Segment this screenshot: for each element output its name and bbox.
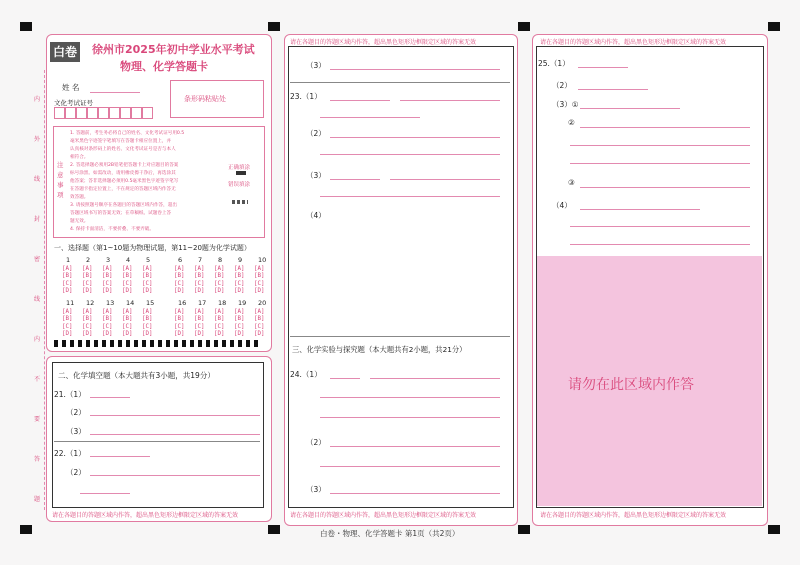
section1-title: 一、选择题（第1~10题为物理试题，第11~20题为化学试题）	[54, 244, 251, 252]
answer-bubble[interactable]: [A]	[102, 266, 113, 272]
answer-bubble[interactable]: [C]	[254, 323, 265, 330]
answer-bubble[interactable]: [A]	[102, 309, 113, 315]
registration-mark	[768, 22, 780, 31]
q23-1-line-b[interactable]	[400, 100, 500, 101]
zone-note: 请在各题目的答题区域内作答，超出黑色矩形边框限定区域的答案无效	[540, 39, 727, 46]
correct-fill-label: 正确填涂	[228, 165, 251, 171]
question-number: 2	[86, 256, 91, 264]
q23-3-label: （3）	[306, 171, 326, 180]
registration-mark	[518, 22, 530, 31]
question-number: 6	[178, 256, 183, 264]
answer-bubble[interactable]: [C]	[214, 323, 225, 330]
answer-bubble[interactable]: [B]	[82, 316, 93, 323]
q24-1-line-d[interactable]	[320, 417, 500, 418]
question-number: 9	[238, 256, 243, 264]
answer-bubble[interactable]: [D]	[194, 330, 205, 337]
q25-4-line-c[interactable]	[570, 244, 750, 245]
answer-bubble[interactable]: [B]	[234, 273, 245, 280]
answer-bubble[interactable]: [A]	[214, 266, 225, 272]
notice-item: 题无效。	[70, 219, 89, 224]
answer-bubble[interactable]: [A]	[194, 266, 205, 272]
answer-bubble[interactable]: [A]	[142, 266, 153, 272]
answer-bubble[interactable]: [C]	[174, 280, 185, 287]
exam-title: 徐州市2025年初中学业水平考试	[92, 43, 255, 56]
divider	[54, 441, 260, 442]
question-number: 19	[238, 299, 247, 307]
answer-bubble[interactable]: [C]	[234, 280, 245, 287]
q21-2-line[interactable]	[90, 415, 260, 416]
zone-note: 请在各题目的答题区域内作答，超出黑色矩形边框限定区域的答案无效	[52, 512, 239, 519]
notice-item: 4. 保持卡面清洁，不要折叠、不要弄破。	[70, 227, 154, 232]
wrong-fill-label: 错误填涂	[228, 182, 251, 188]
q25-3b-line[interactable]	[580, 127, 750, 128]
answer-bubble[interactable]: [A]	[174, 266, 185, 272]
q24-3-line[interactable]	[330, 493, 500, 494]
answer-bubble[interactable]: [B]	[174, 316, 185, 323]
q24-2-label: （2）	[306, 438, 326, 447]
notice-item: 效答题。	[70, 195, 89, 200]
answer-bubble[interactable]: [D]	[254, 330, 265, 337]
question-number: 5	[146, 256, 151, 264]
answer-bubble[interactable]: [B]	[62, 316, 73, 323]
registration-mark	[20, 525, 32, 534]
answer-bubble[interactable]: [B]	[82, 273, 93, 280]
answer-bubble[interactable]: [D]	[142, 287, 153, 294]
correct-fill-mark	[236, 171, 246, 175]
question-number: 14	[126, 299, 135, 307]
answer-bubble[interactable]: [B]	[142, 273, 153, 280]
q22-2-line[interactable]	[90, 475, 260, 476]
timing-track	[54, 340, 262, 347]
answer-bubble[interactable]: [C]	[142, 323, 153, 330]
paper-badge: 白卷	[50, 42, 80, 62]
answer-bubble[interactable]: [B]	[194, 316, 205, 323]
q22-2-label: （2）	[66, 468, 86, 477]
answer-bubble[interactable]: [D]	[122, 287, 133, 294]
q21-3-line[interactable]	[90, 434, 260, 435]
answer-bubble[interactable]: [D]	[62, 330, 73, 337]
notice-item: 毫米黑色字迹签字笔填写在答题卡相应位置上，并	[70, 139, 172, 144]
q22-label: 22.（1）	[54, 449, 86, 458]
q23-1-line-c[interactable]	[320, 117, 420, 118]
answer-bubble[interactable]: [B]	[254, 273, 265, 280]
answer-bubble[interactable]: [D]	[142, 330, 153, 337]
registration-mark	[518, 525, 530, 534]
answer-bubble[interactable]: [A]	[254, 309, 265, 315]
registration-mark	[768, 525, 780, 534]
q23-2-line-b[interactable]	[320, 154, 500, 155]
page-footer: 白卷・物理、化学答题卡 第1页（共2页）	[320, 529, 460, 538]
q21-2-label: （2）	[66, 408, 86, 417]
question-number: 13	[106, 299, 115, 307]
notice-item: 2. 答选择题必须用2B铅笔把答题卡上对应题目的答案	[70, 163, 179, 168]
answer-bubble[interactable]: [C]	[102, 280, 113, 287]
binding-vertical-text: 内 外 线 封 密 线 内 不 要 答 题	[33, 96, 40, 503]
answer-bubble[interactable]: [C]	[254, 280, 265, 287]
id-digit-box[interactable]	[142, 107, 153, 119]
answer-bubble[interactable]: [C]	[62, 280, 73, 287]
question-number: 15	[146, 299, 155, 307]
question-number: 7	[198, 256, 203, 264]
question-number: 16	[178, 299, 187, 307]
answer-bubble[interactable]: [C]	[194, 323, 205, 330]
notice-item: 1. 答题前，考生务必将自己的姓名、文化考试证号用0.5	[70, 131, 185, 136]
exam-subtitle: 物理、化学答题卡	[120, 60, 208, 73]
q22-2-line-b[interactable]	[80, 493, 130, 494]
q25-2-label: （2）	[552, 81, 572, 90]
answer-bubble[interactable]: [A]	[82, 309, 93, 315]
q25-3b-line-b[interactable]	[570, 145, 750, 146]
q21-3-label: （3）	[66, 427, 86, 436]
question-number: 3	[106, 256, 111, 264]
notice-item: 标号涂黑。如需改动，请用橡皮擦干净后，再选涂其	[70, 171, 176, 176]
section2-title: 二、化学填空题（本大题共有3小题，共19分）	[58, 371, 215, 380]
answer-bubble[interactable]: [B]	[254, 316, 265, 323]
answer-bubble[interactable]: [D]	[82, 287, 93, 294]
answer-bubble[interactable]: [D]	[102, 287, 113, 294]
answer-bubble[interactable]: [D]	[234, 330, 245, 337]
registration-mark	[20, 22, 32, 31]
answer-bubble[interactable]: [D]	[174, 330, 185, 337]
q25-3-label: （3）①	[552, 100, 579, 109]
question-number: 12	[86, 299, 95, 307]
q25-2-line[interactable]	[578, 89, 648, 90]
q23-1-line[interactable]	[330, 100, 390, 101]
registration-mark	[268, 525, 280, 534]
answer-bubble[interactable]: [D]	[174, 287, 185, 294]
answer-bubble[interactable]: [C]	[122, 323, 133, 330]
id-digit-box[interactable]	[65, 107, 76, 119]
question-number: 1	[66, 256, 71, 264]
answer-bubble[interactable]: [A]	[62, 266, 73, 272]
q25-3b-line-c[interactable]	[570, 163, 750, 164]
answer-bubble[interactable]: [A]	[82, 266, 93, 272]
q24-1-line-c[interactable]	[320, 397, 500, 398]
q21-1-line[interactable]	[90, 397, 130, 398]
notice-item: 答题区域书写的答案无效；在草稿纸、试题卷上答	[70, 211, 172, 216]
q25-1-label: 25.（1）	[538, 59, 570, 68]
id-digit-box[interactable]	[98, 107, 109, 119]
answer-bubble[interactable]: [C]	[234, 323, 245, 330]
q23-4-label: （4）	[306, 211, 326, 220]
answer-bubble[interactable]: [B]	[62, 273, 73, 280]
notice-side-label: 注意事项	[57, 161, 64, 199]
question-number: 8	[218, 256, 223, 264]
q23-1-label: 23.（1）	[290, 92, 322, 101]
q25-4-line[interactable]	[580, 209, 700, 210]
answer-bubble[interactable]: [A]	[194, 309, 205, 315]
q24-1-line-b[interactable]	[370, 378, 500, 379]
answer-bubble[interactable]: [D]	[62, 287, 73, 294]
answer-bubble[interactable]: [D]	[234, 287, 245, 294]
answer-bubble[interactable]: [B]	[102, 273, 113, 280]
q24-3-label: （3）	[306, 485, 326, 494]
q21-label: 21.（1）	[54, 390, 86, 399]
answer-bubble[interactable]: [D]	[82, 330, 93, 337]
id-label: 文化考试证号	[54, 99, 93, 107]
answer-bubble[interactable]: [B]	[102, 316, 113, 323]
q23-3-line-b[interactable]	[390, 179, 500, 180]
section3-title: 三、化学实验与探究题（本大题共有2小题，共21分）	[292, 345, 467, 354]
zone-note: 请在各题目的答题区域内作答，超出黑色矩形边框限定区域的答案无效	[540, 512, 727, 519]
q23-3-line[interactable]	[330, 179, 380, 180]
answer-bubble[interactable]: [A]	[234, 309, 245, 315]
id-digit-box[interactable]	[131, 107, 142, 119]
answer-bubble[interactable]: [B]	[142, 316, 153, 323]
id-digit-box[interactable]	[54, 107, 65, 119]
answer-bubble[interactable]: [A]	[174, 309, 185, 315]
question-number: 17	[198, 299, 207, 307]
answer-bubble[interactable]: [D]	[214, 287, 225, 294]
answer-bubble[interactable]: [D]	[194, 287, 205, 294]
answer-bubble[interactable]: [B]	[122, 316, 133, 323]
zone-note: 请在各题目的答题区域内作答，超出黑色矩形边框限定区域的答案无效	[290, 512, 477, 519]
q22-1-line[interactable]	[90, 456, 150, 457]
question-number: 11	[66, 299, 75, 307]
notice-item: 认真核对条形码上的姓名、文化考试证号是否与本人	[70, 147, 176, 152]
answer-bubble[interactable]: [C]	[102, 323, 113, 330]
question-number: 4	[126, 256, 131, 264]
divider	[290, 82, 510, 83]
notice-item: 相符合。	[70, 155, 89, 160]
notice-item: 在答题卡指定位置上，不在规定的答题区域内作答无	[70, 187, 176, 192]
prev-q3-line[interactable]	[330, 69, 500, 70]
answer-bubble[interactable]: [C]	[82, 323, 93, 330]
answer-bubble[interactable]: [B]	[122, 273, 133, 280]
answer-bubble[interactable]: [B]	[214, 273, 225, 280]
no-answer-zone-label: 请勿在此区域内作答	[568, 377, 694, 393]
answer-bubble[interactable]: [A]	[62, 309, 73, 315]
divider	[290, 336, 510, 337]
answer-bubble[interactable]: [A]	[214, 309, 225, 315]
barcode-label: 条形码粘贴处	[184, 95, 226, 103]
q25-3c-line[interactable]	[580, 187, 750, 188]
answer-bubble[interactable]: [D]	[122, 330, 133, 337]
wrong-fill-mark	[232, 200, 248, 204]
id-digit-box[interactable]	[109, 107, 120, 119]
q25-4-label: （4）	[552, 201, 572, 210]
q24-1-label: 24.（1）	[290, 370, 322, 379]
answer-bubble[interactable]: [A]	[234, 266, 245, 272]
name-label: 姓 名	[62, 83, 80, 92]
id-digit-box[interactable]	[87, 107, 98, 119]
q24-2-line[interactable]	[330, 446, 500, 447]
prev-q3-label: （3）	[306, 61, 326, 70]
answer-bubble[interactable]: [B]	[234, 316, 245, 323]
answer-bubble[interactable]: [B]	[194, 273, 205, 280]
answer-bubble[interactable]: [C]	[122, 280, 133, 287]
question-number: 18	[218, 299, 227, 307]
answer-bubble[interactable]: [C]	[194, 280, 205, 287]
registration-mark	[268, 22, 280, 31]
q23-2-label: （2）	[306, 129, 326, 138]
q25-4-line-b[interactable]	[570, 226, 750, 227]
notice-item: 3. 请按照题号顺序在各题目的答题区域内作答，超出	[70, 203, 177, 208]
answer-bubble[interactable]: [C]	[82, 280, 93, 287]
answer-bubble[interactable]: [B]	[174, 273, 185, 280]
answer-bubble[interactable]: [A]	[122, 266, 133, 272]
q25-3c-label: ③	[568, 178, 575, 187]
q23-2-line[interactable]	[330, 137, 500, 138]
answer-bubble[interactable]: [D]	[102, 330, 113, 337]
name-line[interactable]	[90, 92, 140, 93]
q25-3-line[interactable]	[580, 108, 680, 109]
answer-bubble[interactable]: [D]	[214, 330, 225, 337]
question-number: 20	[258, 299, 267, 307]
answer-bubble[interactable]: [C]	[62, 323, 73, 330]
answer-bubble[interactable]: [D]	[254, 287, 265, 294]
q24-1-line[interactable]	[330, 378, 360, 379]
answer-bubble[interactable]: [C]	[142, 280, 153, 287]
answer-bubble[interactable]: [A]	[254, 266, 265, 272]
q24-2-line-b[interactable]	[320, 466, 500, 467]
zone-note: 请在各题目的答题区域内作答，超出黑色矩形边框限定区域的答案无效	[290, 39, 477, 46]
answer-bubble[interactable]: [C]	[174, 323, 185, 330]
answer-bubble[interactable]: [C]	[214, 280, 225, 287]
answer-bubble[interactable]: [B]	[214, 316, 225, 323]
answer-bubble[interactable]: [A]	[122, 309, 133, 315]
question-number: 10	[258, 256, 267, 264]
q23-3-line-c[interactable]	[320, 196, 500, 197]
id-digit-box[interactable]	[76, 107, 87, 119]
q25-1-line[interactable]	[578, 67, 628, 68]
notice-item: 他答案；答非选择题必须用0.5毫米黑色字迹签字笔写	[70, 179, 179, 184]
answer-bubble[interactable]: [A]	[142, 309, 153, 315]
id-digit-box[interactable]	[120, 107, 131, 119]
q25-3b-label: ②	[568, 118, 575, 127]
